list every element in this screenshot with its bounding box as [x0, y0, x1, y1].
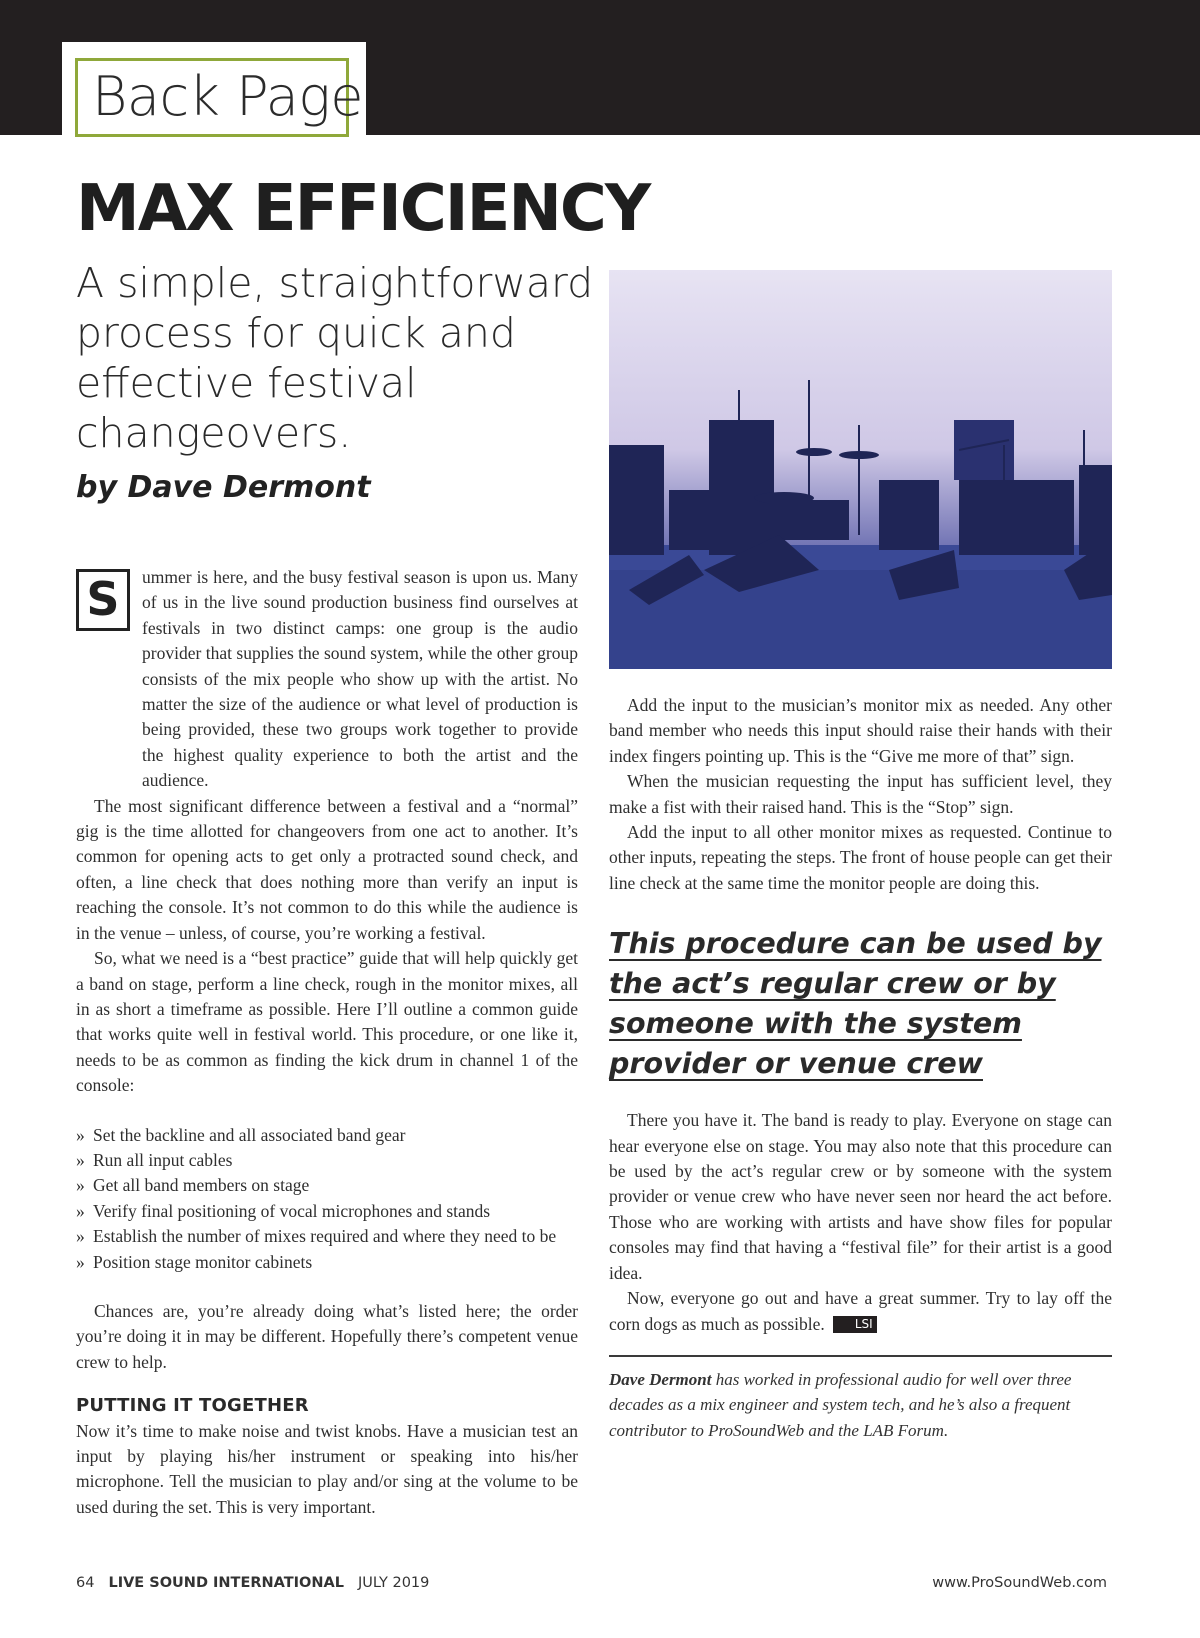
- paragraph-1: ummer is here, and the busy festival season is upon us. Many of us in the live sound production business find ourselves at festivals in two distinct camps: one group is the audio provider that supplies the sound system, while the other group consists of the mix people who show up with the artist. No matter the size of the audience or what level of production is being provided, these two groups work together to provide the highest quality experience to both the artist and the audience.: [142, 567, 578, 791]
- bullet-mark: »: [76, 1124, 85, 1145]
- list-item-text: Verify final positioning of vocal microphones and stands: [93, 1200, 491, 1221]
- bullet-mark: »: [76, 1149, 85, 1170]
- magazine-name: LIVE SOUND INTERNATIONAL: [108, 1575, 344, 1591]
- opening-paragraph: [76, 565, 578, 794]
- author-bio: [609, 1367, 1112, 1443]
- paragraph-9: There you have it. The band is ready to play. Everyone on stage can hear everyone else on stage. You may also note that this procedure can be used by the act’s regular crew or by someone with the system provider or venue crew who have never seen nor heard the act before. Those who are working with artists and have show files for popular consoles may find that having a “festival file” for their artist is a good idea.: [609, 1110, 1112, 1283]
- section-label: Back Page: [92, 65, 363, 128]
- bio-divider: [609, 1355, 1112, 1357]
- paragraph-10: [609, 1286, 1112, 1337]
- list-item: [76, 1148, 578, 1173]
- paragraph-4: Chances are, you’re already doing what’s listed here; the order you’re doing it in may be different. Hopefully there’s competent venue crew to help.: [76, 1300, 578, 1372]
- byline: by Dave Dermont: [76, 470, 371, 505]
- pull-quote-text: This procedure can be used by the act’s regular crew or by someone with the system provider or venue crew: [609, 927, 1102, 1081]
- footer-left: [76, 1575, 429, 1591]
- paragraph-3: So, what we need is a “best practice” guide that will help quickly get a band on stage, perform a line check, rough in the monitor mixes, all in as short a timeframe as possible. Here I’ll outline a common guide that works quite well in festival world. This procedure, or one like it, needs to be as common as finding the kick drum in channel 1 of the console:: [76, 948, 578, 1096]
- stage-photo: [609, 270, 1112, 669]
- list-item: [76, 1250, 578, 1275]
- bullet-mark: »: [76, 1200, 85, 1221]
- paragraph-8: Add the input to all other monitor mixes as requested. Continue to other inputs, repeating the steps. The front of house people can get their line check at the same time the monitor people are doing this.: [609, 822, 1112, 893]
- list-item-text: Run all input cables: [93, 1149, 233, 1170]
- deck: A simple, straightforward process for quick and effective festival changeovers.: [76, 259, 594, 457]
- left-column: [76, 565, 578, 1520]
- paragraph-10-text: Now, everyone go out and have a great summer. Try to lay off the corn dogs as much as possible.: [609, 1288, 1112, 1334]
- list-item-text: Get all band members on stage: [93, 1175, 310, 1196]
- page-number: 64: [76, 1575, 95, 1591]
- bullet-mark: »: [76, 1175, 85, 1196]
- issue-date: JULY 2019: [357, 1575, 430, 1591]
- list-item-text: Position stage monitor cabinets: [93, 1251, 313, 1272]
- pull-quote: [609, 924, 1112, 1084]
- checklist: [76, 1123, 578, 1275]
- bullet-mark: »: [76, 1226, 85, 1247]
- section-label-box: [75, 58, 363, 137]
- list-item: [76, 1224, 578, 1249]
- list-item: [76, 1199, 578, 1224]
- paragraph-7: When the musician requesting the input has sufficient level, they make a fist with their raised hand. This is the “Stop” sign.: [609, 771, 1112, 817]
- bio-name: Dave Dermont: [609, 1369, 712, 1389]
- bio-text: has worked in professional audio for well over three decades as a mix engineer and system tech, and he’s also a frequent contributor to ProSoundWeb and the LAB Forum.: [609, 1369, 1072, 1440]
- paragraph-2: The most significant difference between a festival and a “normal” gig is the time allotted for changeovers from one act to another. It’s common for opening acts to get only a protracted sound check, and often, a line check that does nothing more than verify an input is reaching the console. It’s not common to do this while the audience is in the venue – unless, of course, you’re working a festival.: [76, 795, 578, 943]
- list-item-text: Set the backline and all associated band gear: [93, 1124, 406, 1145]
- list-item: [76, 1123, 578, 1148]
- headline: MAX EFFICIENCY: [76, 172, 650, 246]
- paragraph-6: Add the input to the musician’s monitor mix as needed. Any other band member who needs this input should raise their hands with their index fingers pointing up. This is the “Give me more of that” sign.: [609, 695, 1112, 766]
- list-item: [76, 1173, 578, 1198]
- paragraph-5: Now it’s time to make noise and twist knobs. Have a musician test an input by playing his/her instrument or speaking into his/her microphone. Tell the musician to play and/or sing at the volume to be used during the set. This is very important.: [76, 1420, 578, 1517]
- drop-cap: S: [76, 569, 130, 631]
- subhead: PUTTING IT TOGETHER: [76, 1395, 309, 1417]
- stage-photo-illustration: [609, 270, 1112, 669]
- section-tab: [62, 42, 366, 135]
- website-link[interactable]: www.ProSoundWeb.com: [932, 1575, 1107, 1591]
- right-column: [609, 693, 1112, 1443]
- list-item-text: Establish the number of mixes required and where they need to be: [93, 1226, 557, 1247]
- end-mark: LSI: [833, 1316, 877, 1333]
- bullet-mark: »: [76, 1251, 85, 1272]
